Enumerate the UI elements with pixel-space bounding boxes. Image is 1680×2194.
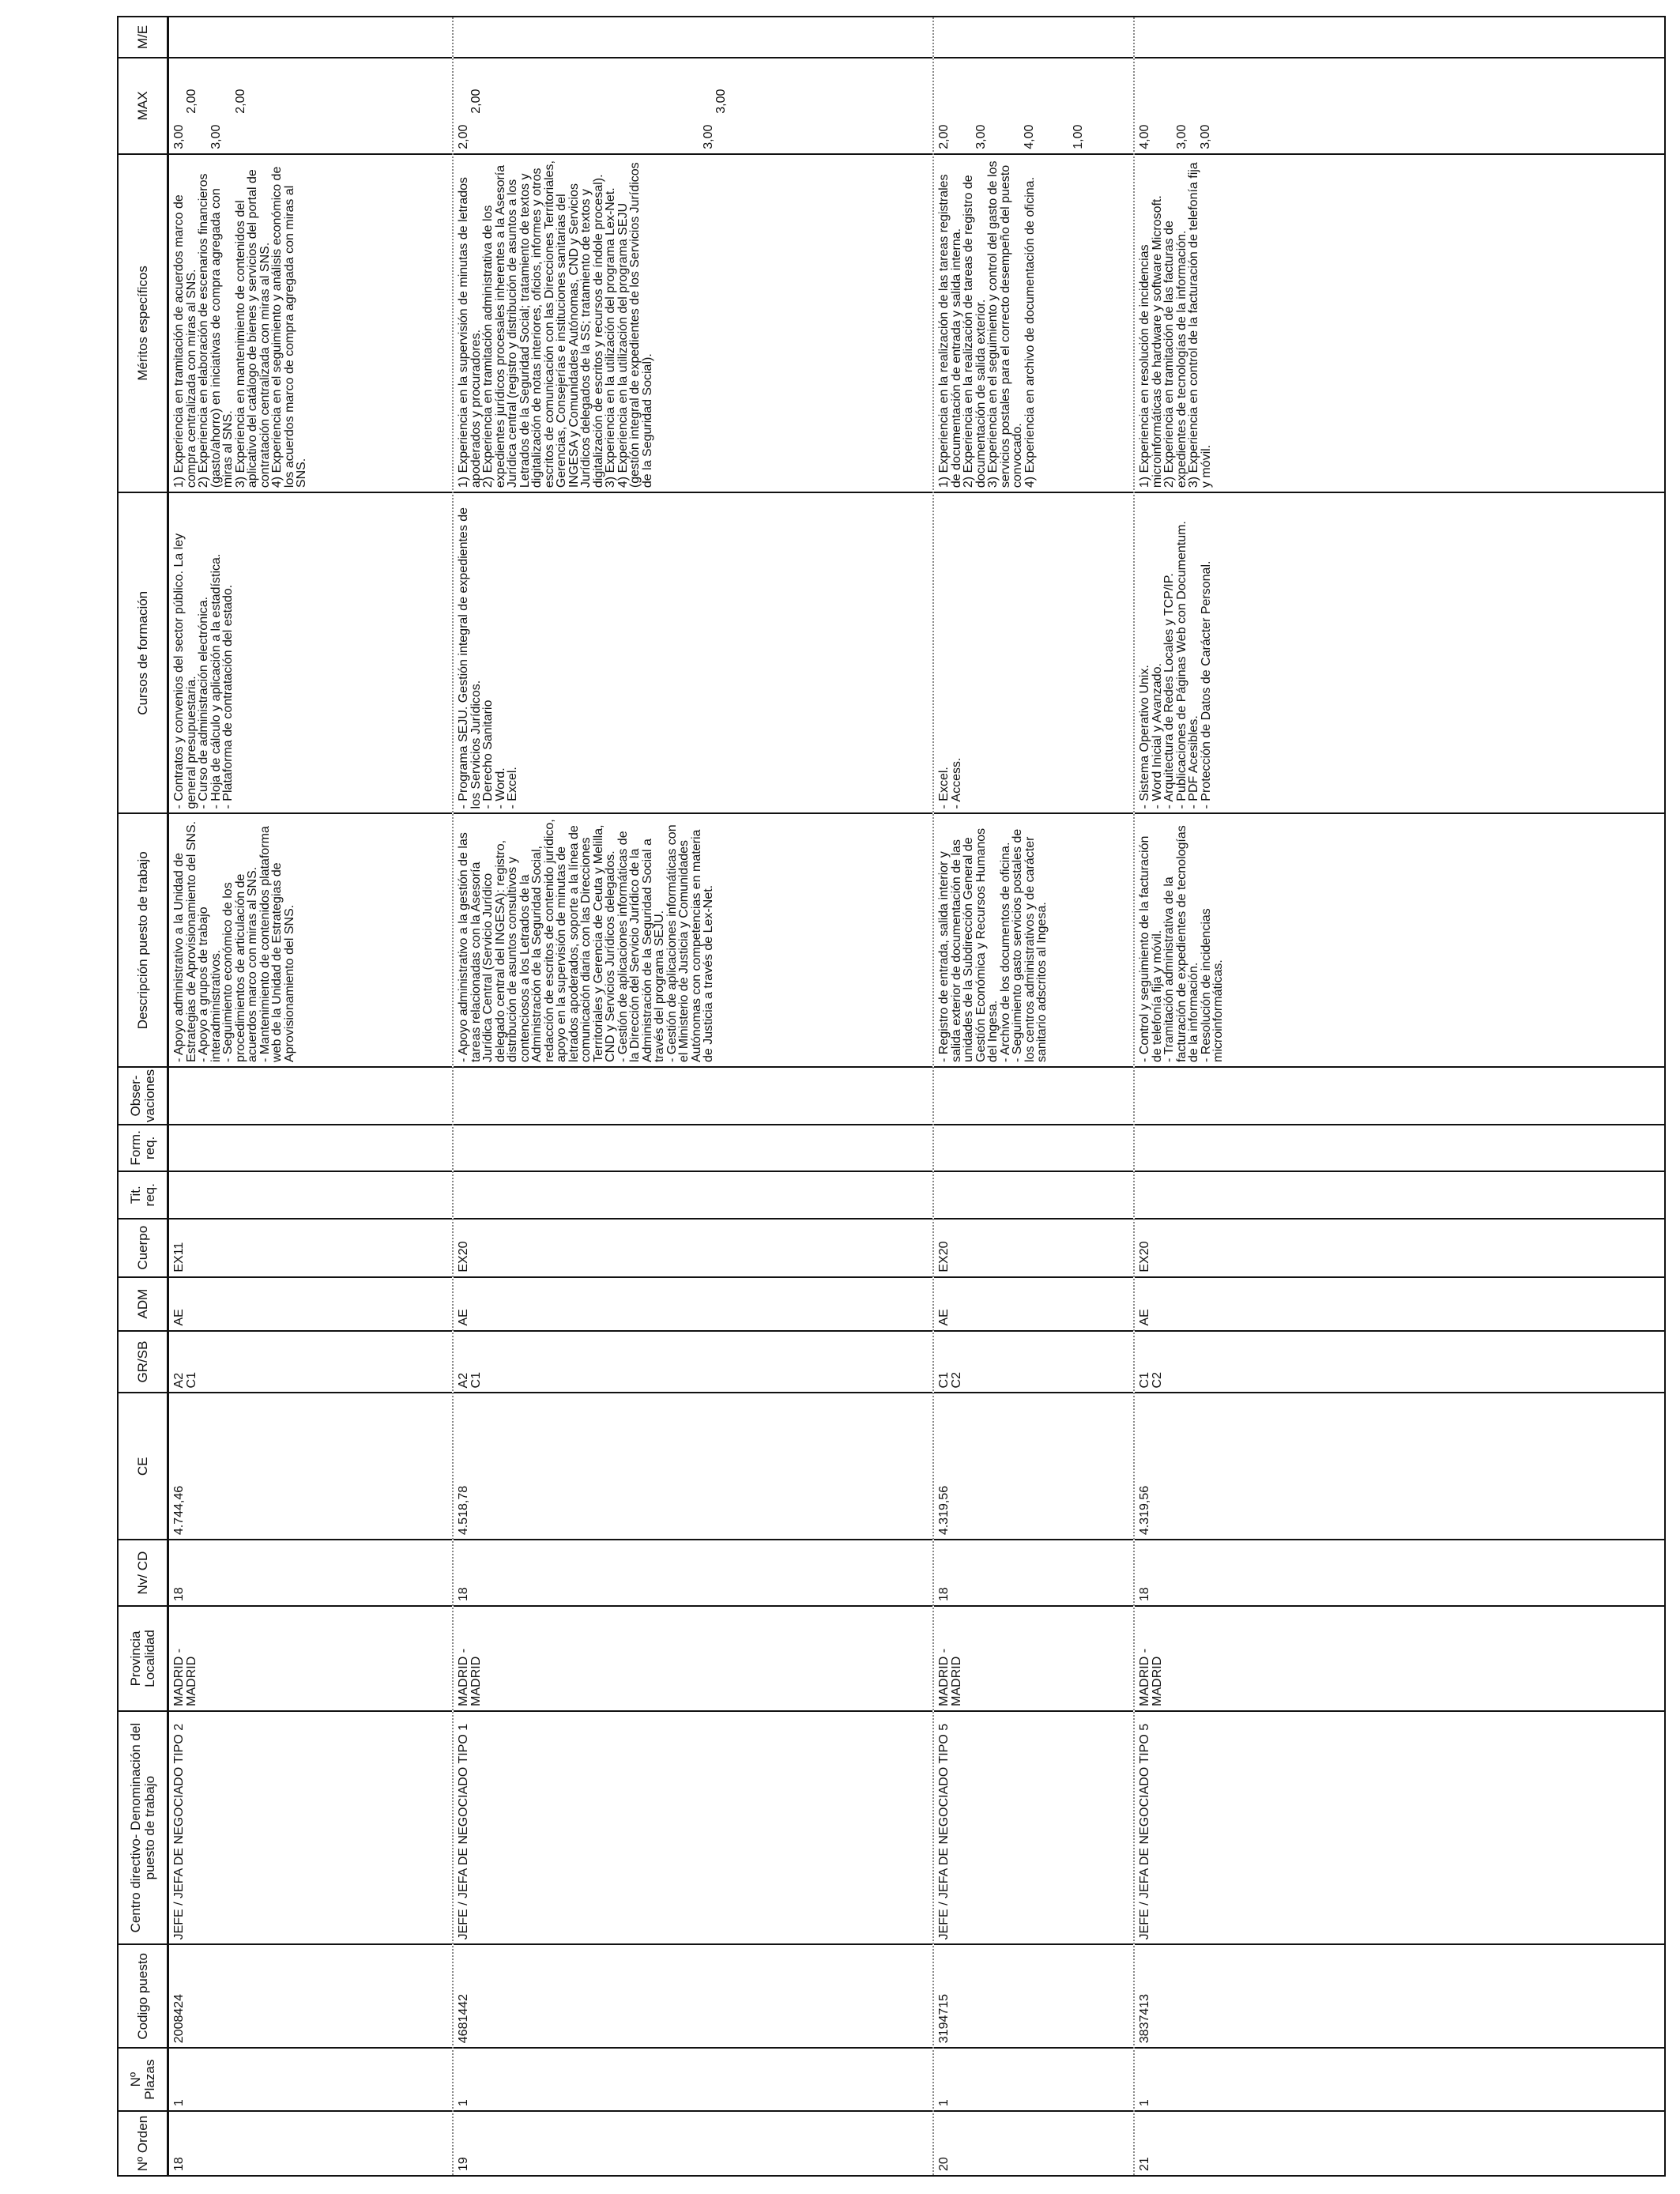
cell-orden: 21 [1135, 2110, 1665, 2175]
max-value: 3,00 [1174, 124, 1188, 149]
cell-grsb: C1 C2 [1135, 1330, 1665, 1393]
cell-form [1135, 1124, 1665, 1171]
max-value: 2,00 [457, 124, 470, 149]
cell-codigo: 3837413 [1135, 1943, 1665, 2047]
cell-codigo: 2008424 [169, 1943, 452, 2047]
cell-cuerpo: EX20 [1135, 1218, 1665, 1276]
cell-ce: 4.319,56 [934, 1392, 1133, 1539]
cell-meritos: 1) Experiencia en resolución de incidencias microinformáticas de hardware y software Microsoft. 2) Experiencia en tramitación de las facturas de expedientes de tecnologías de la información. 3) Experiencia en control de la facturación de telefonía fija y móvil. [1135, 153, 1665, 492]
max-value: 3,00 [974, 124, 988, 149]
max-value: 2,00 [469, 89, 483, 114]
cell-tit [169, 1171, 452, 1218]
cell-meritos: 1) Experiencia en la supervisión de minutas de letrados apoderados y procuradores. 2) Experiencia en tramitación administrativa de los expedientes jurídicos procesales inherentes a la Asesoría Jurídica central (registro y distribución de asuntos a los Letrados de la Seguridad Social; tratamiento de textos y digitalización de notas interiores, oficios, informes y otros escritos de comunicación con las Direcciones Territoriales, Gerencias, Consejerías e instituciones sanitarias del INGESA y Comunidades Autónomas, CND y Servicios Jurídicos delegados de la SS; tratamiento de textos y digitalización de escritos y recursos de índole procesal). 3) Experiencia en la utilización del programa Lex-Net. 4) Experiencia en la utilización del programa SEJU (gestión integral de expedientes de los Servicios Jurídicos de la Seguridad Social). [454, 153, 932, 492]
cell-max [169, 57, 452, 153]
cell-nivel: 18 [454, 1539, 932, 1605]
header-codigo: Codigo puesto [119, 1943, 167, 2047]
cell-cuerpo: EX20 [934, 1218, 1133, 1276]
cell-orden: 19 [454, 2110, 932, 2175]
table-row [1135, 17, 1665, 2175]
cell-centro: JEFE / JEFA DE NEGOCIADO TIPO 1 [454, 1710, 932, 1944]
cell-max [454, 57, 932, 153]
cell-cuerpo: EX20 [454, 1218, 932, 1276]
max-value [222, 62, 235, 149]
header-descripcion: Descripción puesto de trabajo [119, 812, 167, 1066]
header-provincia: Provincia Localidad [119, 1605, 167, 1710]
cell-adm: AE [454, 1276, 932, 1330]
max-value: 2,00 [937, 124, 951, 149]
cell-cursos: - Contratos y convenios del sector público. La ley general presupuestaria. - Curso de administración electrónica. - Hoja de cálculo y aplicación a la estadística. - Plataforma de contratación del estado. [169, 492, 452, 812]
cell-grsb: A2 C1 [169, 1330, 452, 1393]
header-orden: Nº Orden [119, 2110, 167, 2175]
cell-form [169, 1124, 452, 1171]
max-spacer [1036, 62, 1072, 149]
cell-cursos: - Sistema Operativo Unix. - Word Inicial y Avanzado. - Arquitectura de Redes Locales y TCP/IP. - Publicaciones de Páginas Web con Documentum. - PDF Acesibles. - Protección de Datos de Carácter Personal. [1135, 492, 1665, 812]
cell-nivel: 18 [934, 1539, 1133, 1605]
header-grsb: GR/SB [119, 1330, 167, 1393]
max-value: 3,00 [1199, 124, 1212, 149]
cell-form [934, 1124, 1133, 1171]
max-value: 3,00 [702, 124, 715, 149]
cell-max [1135, 57, 1665, 153]
header-cursos: Cursos de formación [119, 492, 167, 812]
header-plazas: Nº Plazas [119, 2047, 167, 2110]
cell-provincia: MADRID - MADRID [454, 1605, 932, 1710]
cell-plazas: 1 [1135, 2047, 1665, 2110]
header-max: MAX [119, 57, 167, 153]
cell-me [934, 17, 1133, 57]
cell-observaciones [454, 1066, 932, 1124]
cell-max [934, 57, 1133, 153]
cell-adm: AE [1135, 1276, 1665, 1330]
cell-plazas: 1 [454, 2047, 932, 2110]
cell-tit [934, 1171, 1133, 1218]
cell-form [454, 1124, 932, 1171]
max-value: 3,00 [714, 89, 728, 114]
max-value: 2,00 [233, 89, 247, 114]
table-row [169, 17, 454, 2175]
header-centro: Centro directivo- Denominación del puesto de trabajo [119, 1710, 167, 1944]
table-header [117, 17, 169, 2175]
cell-observaciones [934, 1066, 1133, 1124]
header-adm: ADM [119, 1276, 167, 1330]
header-form: Form. req. [119, 1124, 167, 1171]
cell-codigo: 3194715 [934, 1943, 1133, 2047]
cell-centro: JEFE / JEFA DE NEGOCIADO TIPO 5 [1135, 1710, 1665, 1944]
cell-adm: AE [934, 1276, 1133, 1330]
cell-me [454, 17, 932, 57]
cell-ce: 4.319,56 [1135, 1392, 1665, 1539]
cell-descripcion: - Registro de entrada, salida interior y salida exterior de documentación de las unidades de la Subdirección General de Gestión Económica y Recursos Humanos del Ingesa. - Archivo de los documentos de oficina. - Seguimiento gasto servicios postales de los centros administrativos y de carácter sanitario adscritos al Ingesa. [934, 812, 1133, 1066]
header-observaciones: Obser- vaciones [119, 1066, 167, 1124]
cell-tit [1135, 1171, 1665, 1218]
table-row [454, 17, 934, 2175]
max-value: 3,00 [209, 124, 223, 149]
positions-table [117, 16, 1666, 2177]
cell-adm: AE [169, 1276, 452, 1330]
cell-nivel: 18 [1135, 1539, 1665, 1605]
table-row [934, 17, 1135, 2175]
cell-provincia: MADRID - MADRID [1135, 1605, 1665, 1710]
cell-me [1135, 17, 1665, 57]
cell-meritos: 1) Experiencia en la realización de las tareas registrales de documentación de entrada y salida interna. 2) Experiencia en la realización de tareas de registro de documentación de salida exterior. 3) Experiencia en el seguimiento y control del gasto de los servicios postales para el correcto desempeño del puesto convocado. 4) Experiencia en archivo de documentación de oficina. [934, 153, 1133, 492]
cell-plazas: 1 [934, 2047, 1133, 2110]
header-tit: Tit. req. [119, 1171, 167, 1218]
cell-orden: 18 [169, 2110, 452, 2175]
max-value: 2,00 [184, 89, 198, 114]
cell-provincia: MADRID - MADRID [169, 1605, 452, 1710]
cell-centro: JEFE / JEFA DE NEGOCIADO TIPO 2 [169, 1710, 452, 1944]
cell-orden: 20 [934, 2110, 1133, 2175]
cell-codigo: 4681442 [454, 1943, 932, 2047]
max-value: 1,00 [1071, 124, 1085, 149]
cell-descripcion: - Apoyo administrativo a la Unidad de Estrategias de Aprovisionamiento del SNS. - Apoyo a grupos de trabajo interadministrativos. - Seguimiento económico de los procedimientos de articulación de acuerdos marco con miras al SNS. - Mantenimiento de contenidos plataforma web de la Unidad de Estrategias de Aprovisionamiento del SNS. [169, 812, 452, 1066]
cell-grsb: C1 C2 [934, 1330, 1133, 1393]
max-spacer [987, 62, 1023, 149]
max-spacer [951, 62, 975, 149]
header-me: M/E [134, 25, 150, 50]
header-ce: CE [119, 1392, 167, 1539]
cell-centro: JEFE / JEFA DE NEGOCIADO TIPO 5 [934, 1710, 1133, 1944]
max-spacer [1151, 62, 1176, 149]
cell-meritos: 1) Experiencia en tramitación de acuerdos marco de compra centralizada con miras al SNS. 2) Experiencia en elaboración de escenarios financieros (gasto/ahorro) en iniciativas de compra agregada con miras al SNS. 3) Experiencia en mantenimiento de contenidos del aplicativo del catálogo de bienes y servicios del portal de contratación centralizada con miras al SNS. 4) Experiencia en el seguimiento y análisis económico de los acuerdos marco de compra agregada con miras al SNS. [169, 153, 452, 492]
max-spacer [1188, 62, 1200, 149]
max-value: 4,00 [1138, 124, 1151, 149]
cell-grsb: A2 C1 [454, 1330, 932, 1393]
cell-observaciones [169, 1066, 452, 1124]
cell-tit [454, 1171, 932, 1218]
cell-nivel: 18 [169, 1539, 452, 1605]
cell-observaciones [1135, 1066, 1665, 1124]
cell-me [169, 17, 452, 57]
cell-descripcion: - Apoyo administrativo a la gestión de las tareas relacionadas con la Asesoría Jurídica Central (Servicio Jurídico delegado central del INGESA): registro, distribución de asuntos consultivos y contenciosos a los Letrados de la Administración de la Seguridad Social, redacción de escritos de contenido jurídico, apoyo en la supervisión de minutas de letrados apoderados, soporte a la línea de comunicación diaria con las Direcciones Territoriales y Gerencia de Ceuta y Melilla, CND y Servicios Jurídicos delegados. - Gestión de aplicaciones informáticas de la Dirección del Servicio Jurídico de la Administración de la Seguridad Social a través del programa SEJU. - Gestión de aplicaciones informáticas con el Ministerio de Justicia y Comunidades Autónomas con competencias en materia de Justicia a través de Lex-Net. [454, 812, 932, 1066]
cell-ce: 4.744,46 [169, 1392, 452, 1539]
cell-cuerpo: EX11 [169, 1218, 452, 1276]
cell-plazas: 1 [169, 2047, 452, 2110]
cell-cursos: - Excel. - Access. [934, 492, 1133, 812]
cell-ce: 4.518,78 [454, 1392, 932, 1539]
max-value: 4,00 [1023, 124, 1036, 149]
cell-descripcion: - Control y seguimiento de la facturación de telefonía fija y móvil. - Tramitación administrativa de la facturación de expedientes de tecnologías de la información. - Resolución de incidencias microinformáticas. [1135, 812, 1665, 1066]
cell-provincia: MADRID - MADRID [934, 1605, 1133, 1710]
max-spacer [482, 62, 703, 149]
cell-cursos: - Programa SEJU. Gestión integral de expedientes de los Servicios Jurídicos. - Derecho Sanitario - Word. - Excel. [454, 492, 932, 812]
header-nivel: Nv/ CD [119, 1539, 167, 1605]
header-cuerpo: Cuerpo [119, 1218, 167, 1276]
header-meritos: Méritos específicos [119, 153, 167, 492]
max-value [198, 62, 210, 149]
max-value: 3,00 [172, 124, 186, 149]
